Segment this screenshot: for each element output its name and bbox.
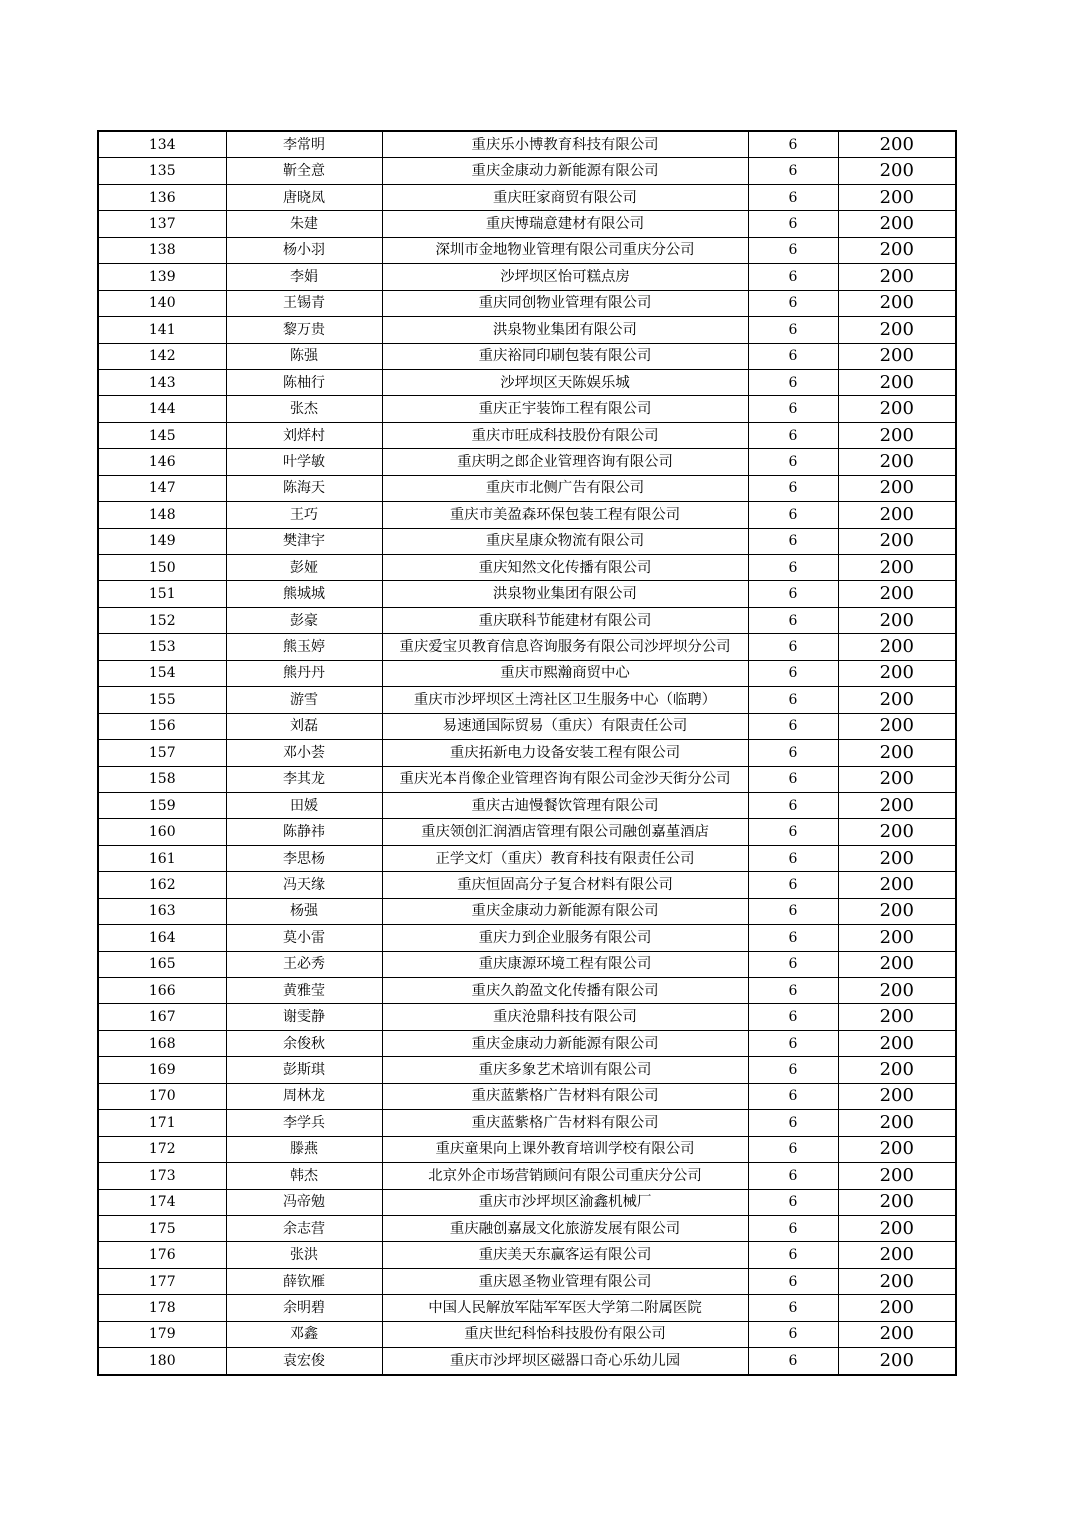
amount-cell: 200 [838, 237, 956, 263]
months-cell: 6 [748, 898, 838, 924]
company-cell: 重庆童果向上课外教育培训学校有限公司 [382, 1136, 748, 1162]
table-row [98, 766, 956, 792]
months-cell: 6 [748, 1215, 838, 1241]
table-row [98, 369, 956, 395]
table-row [98, 1189, 956, 1215]
months-cell: 6 [748, 634, 838, 660]
months-cell: 6 [748, 1083, 838, 1109]
amount-cell: 200 [838, 264, 956, 290]
amount-cell: 200 [838, 898, 956, 924]
company-cell: 重庆爱宝贝教育信息咨询服务有限公司沙坪坝分公司 [382, 634, 748, 660]
table-row [98, 264, 956, 290]
company-cell: 重庆裕同印刷包装有限公司 [382, 343, 748, 369]
amount-cell: 200 [838, 1004, 956, 1030]
person-name-cell: 陈强 [226, 343, 382, 369]
table-row [98, 1083, 956, 1109]
row-number-cell: 143 [98, 369, 226, 395]
months-cell: 6 [748, 1295, 838, 1321]
amount-cell: 200 [838, 634, 956, 660]
amount-cell: 200 [838, 555, 956, 581]
company-cell: 洪泉物业集团有限公司 [382, 317, 748, 343]
table-row [98, 792, 956, 818]
company-cell: 重庆市沙坪坝区渝鑫机械厂 [382, 1189, 748, 1215]
person-name-cell: 黄雅莹 [226, 978, 382, 1004]
company-cell: 重庆同创物业管理有限公司 [382, 290, 748, 316]
months-cell: 6 [748, 1110, 838, 1136]
row-number-cell: 154 [98, 660, 226, 686]
company-cell: 重庆市沙坪坝区土湾社区卫生服务中心（临聘） [382, 687, 748, 713]
months-cell: 6 [748, 264, 838, 290]
amount-cell: 200 [838, 1295, 956, 1321]
table-row [98, 1136, 956, 1162]
table-row [98, 1348, 956, 1375]
row-number-cell: 170 [98, 1083, 226, 1109]
amount-cell: 200 [838, 1057, 956, 1083]
table-row [98, 634, 956, 660]
table-row [98, 211, 956, 237]
table-row [98, 1110, 956, 1136]
amount-cell: 200 [838, 369, 956, 395]
months-cell: 6 [748, 740, 838, 766]
months-cell: 6 [748, 872, 838, 898]
row-number-cell: 136 [98, 184, 226, 210]
person-name-cell: 周林龙 [226, 1083, 382, 1109]
person-name-cell: 黎万贵 [226, 317, 382, 343]
row-number-cell: 158 [98, 766, 226, 792]
months-cell: 6 [748, 555, 838, 581]
amount-cell: 200 [838, 687, 956, 713]
row-number-cell: 171 [98, 1110, 226, 1136]
table-row [98, 951, 956, 977]
table-row [98, 1057, 956, 1083]
person-name-cell: 冯天缘 [226, 872, 382, 898]
row-number-cell: 145 [98, 422, 226, 448]
months-cell: 6 [748, 184, 838, 210]
table-row [98, 422, 956, 448]
months-cell: 6 [748, 158, 838, 184]
months-cell: 6 [748, 131, 838, 158]
table-row [98, 1004, 956, 1030]
amount-cell: 200 [838, 528, 956, 554]
company-cell: 重庆金康动力新能源有限公司 [382, 158, 748, 184]
months-cell: 6 [748, 1004, 838, 1030]
row-number-cell: 161 [98, 845, 226, 871]
person-name-cell: 李其龙 [226, 766, 382, 792]
amount-cell: 200 [838, 872, 956, 898]
company-cell: 重庆康源环境工程有限公司 [382, 951, 748, 977]
months-cell: 6 [748, 1057, 838, 1083]
row-number-cell: 152 [98, 607, 226, 633]
amount-cell: 200 [838, 607, 956, 633]
months-cell: 6 [748, 845, 838, 871]
row-number-cell: 141 [98, 317, 226, 343]
person-name-cell: 张洪 [226, 1242, 382, 1268]
amount-cell: 200 [838, 951, 956, 977]
person-name-cell: 游雪 [226, 687, 382, 713]
person-name-cell: 叶学敏 [226, 449, 382, 475]
amount-cell: 200 [838, 792, 956, 818]
person-name-cell: 樊津宇 [226, 528, 382, 554]
row-number-cell: 179 [98, 1321, 226, 1347]
company-cell: 重庆恩圣物业管理有限公司 [382, 1268, 748, 1294]
months-cell: 6 [748, 475, 838, 501]
company-cell: 重庆恒固高分子复合材料有限公司 [382, 872, 748, 898]
table-row [98, 158, 956, 184]
row-number-cell: 166 [98, 978, 226, 1004]
row-number-cell: 165 [98, 951, 226, 977]
months-cell: 6 [748, 1189, 838, 1215]
amount-cell: 200 [838, 1136, 956, 1162]
company-cell: 重庆星康众物流有限公司 [382, 528, 748, 554]
row-number-cell: 178 [98, 1295, 226, 1321]
amount-cell: 200 [838, 713, 956, 739]
person-name-cell: 余俊秋 [226, 1030, 382, 1056]
amount-cell: 200 [838, 1030, 956, 1056]
months-cell: 6 [748, 1268, 838, 1294]
row-number-cell: 169 [98, 1057, 226, 1083]
person-name-cell: 李学兵 [226, 1110, 382, 1136]
person-name-cell: 滕燕 [226, 1136, 382, 1162]
person-name-cell: 薛钦雁 [226, 1268, 382, 1294]
amount-cell: 200 [838, 1242, 956, 1268]
amount-cell: 200 [838, 343, 956, 369]
months-cell: 6 [748, 502, 838, 528]
table-row [98, 581, 956, 607]
person-name-cell: 刘磊 [226, 713, 382, 739]
months-cell: 6 [748, 1136, 838, 1162]
months-cell: 6 [748, 660, 838, 686]
table-row [98, 1215, 956, 1241]
person-name-cell: 朱建 [226, 211, 382, 237]
row-number-cell: 139 [98, 264, 226, 290]
table-row [98, 290, 956, 316]
company-cell: 重庆拓新电力设备安装工程有限公司 [382, 740, 748, 766]
row-number-cell: 174 [98, 1189, 226, 1215]
row-number-cell: 138 [98, 237, 226, 263]
person-name-cell: 余志营 [226, 1215, 382, 1241]
table-row [98, 343, 956, 369]
amount-cell: 200 [838, 184, 956, 210]
company-cell: 重庆沧鼎科技有限公司 [382, 1004, 748, 1030]
row-number-cell: 135 [98, 158, 226, 184]
table-row [98, 237, 956, 263]
row-number-cell: 147 [98, 475, 226, 501]
subsidy-table [97, 130, 957, 1376]
row-number-cell: 180 [98, 1348, 226, 1375]
months-cell: 6 [748, 766, 838, 792]
row-number-cell: 176 [98, 1242, 226, 1268]
table-row [98, 1268, 956, 1294]
company-cell: 北京外企市场营销顾问有限公司重庆分公司 [382, 1163, 748, 1189]
table-row [98, 1163, 956, 1189]
person-name-cell: 冯帝勉 [226, 1189, 382, 1215]
row-number-cell: 173 [98, 1163, 226, 1189]
person-name-cell: 张杰 [226, 396, 382, 422]
months-cell: 6 [748, 290, 838, 316]
company-cell: 重庆博瑞意建材有限公司 [382, 211, 748, 237]
table-row [98, 740, 956, 766]
table-row [98, 687, 956, 713]
amount-cell: 200 [838, 1215, 956, 1241]
amount-cell: 200 [838, 978, 956, 1004]
table-row [98, 131, 956, 158]
amount-cell: 200 [838, 158, 956, 184]
row-number-cell: 153 [98, 634, 226, 660]
company-cell: 重庆市旺成科技股份有限公司 [382, 422, 748, 448]
row-number-cell: 140 [98, 290, 226, 316]
months-cell: 6 [748, 607, 838, 633]
company-cell: 重庆力到企业服务有限公司 [382, 925, 748, 951]
company-cell: 重庆蓝紫格广告材料有限公司 [382, 1083, 748, 1109]
months-cell: 6 [748, 1163, 838, 1189]
amount-cell: 200 [838, 422, 956, 448]
person-name-cell: 熊城城 [226, 581, 382, 607]
company-cell: 沙坪坝区怡可糕点房 [382, 264, 748, 290]
company-cell: 重庆明之郎企业管理咨询有限公司 [382, 449, 748, 475]
company-cell: 重庆乐小博教育科技有限公司 [382, 131, 748, 158]
person-name-cell: 余明碧 [226, 1295, 382, 1321]
person-name-cell: 唐晓凤 [226, 184, 382, 210]
table-body [98, 131, 956, 1375]
table-row [98, 660, 956, 686]
table-row [98, 1030, 956, 1056]
company-cell: 重庆融创嘉晟文化旅游发展有限公司 [382, 1215, 748, 1241]
months-cell: 6 [748, 237, 838, 263]
table-row [98, 1295, 956, 1321]
company-cell: 正学文灯（重庆）教育科技有限责任公司 [382, 845, 748, 871]
table-row [98, 475, 956, 501]
table-row [98, 1242, 956, 1268]
person-name-cell: 彭斯琪 [226, 1057, 382, 1083]
person-name-cell: 王巧 [226, 502, 382, 528]
months-cell: 6 [748, 951, 838, 977]
amount-cell: 200 [838, 819, 956, 845]
row-number-cell: 157 [98, 740, 226, 766]
company-cell: 重庆久韵盈文化传播有限公司 [382, 978, 748, 1004]
person-name-cell: 陈静祎 [226, 819, 382, 845]
company-cell: 重庆正宇装饰工程有限公司 [382, 396, 748, 422]
company-cell: 中国人民解放军陆军军医大学第二附属医院 [382, 1295, 748, 1321]
table-row [98, 1321, 956, 1347]
amount-cell: 200 [838, 1268, 956, 1294]
row-number-cell: 167 [98, 1004, 226, 1030]
row-number-cell: 164 [98, 925, 226, 951]
table-row [98, 819, 956, 845]
months-cell: 6 [748, 1348, 838, 1375]
months-cell: 6 [748, 396, 838, 422]
row-number-cell: 146 [98, 449, 226, 475]
person-name-cell: 莫小雷 [226, 925, 382, 951]
person-name-cell: 王锡青 [226, 290, 382, 316]
months-cell: 6 [748, 1030, 838, 1056]
table-row [98, 872, 956, 898]
amount-cell: 200 [838, 1110, 956, 1136]
amount-cell: 200 [838, 475, 956, 501]
company-cell: 重庆市美盈森环保包装工程有限公司 [382, 502, 748, 528]
months-cell: 6 [748, 422, 838, 448]
table-row [98, 184, 956, 210]
months-cell: 6 [748, 211, 838, 237]
table-row [98, 845, 956, 871]
amount-cell: 200 [838, 581, 956, 607]
amount-cell: 200 [838, 449, 956, 475]
company-cell: 重庆多象艺术培训有限公司 [382, 1057, 748, 1083]
table-row [98, 502, 956, 528]
row-number-cell: 168 [98, 1030, 226, 1056]
row-number-cell: 142 [98, 343, 226, 369]
row-number-cell: 162 [98, 872, 226, 898]
row-number-cell: 155 [98, 687, 226, 713]
company-cell: 易速通国际贸易（重庆）有限责任公司 [382, 713, 748, 739]
table-row [98, 713, 956, 739]
table-row [98, 396, 956, 422]
row-number-cell: 172 [98, 1136, 226, 1162]
row-number-cell: 156 [98, 713, 226, 739]
amount-cell: 200 [838, 396, 956, 422]
amount-cell: 200 [838, 131, 956, 158]
person-name-cell: 谢雯静 [226, 1004, 382, 1030]
amount-cell: 200 [838, 766, 956, 792]
amount-cell: 200 [838, 740, 956, 766]
person-name-cell: 田媛 [226, 792, 382, 818]
row-number-cell: 134 [98, 131, 226, 158]
person-name-cell: 熊丹丹 [226, 660, 382, 686]
row-number-cell: 137 [98, 211, 226, 237]
company-cell: 重庆金康动力新能源有限公司 [382, 1030, 748, 1056]
company-cell: 重庆美天东赢客运有限公司 [382, 1242, 748, 1268]
amount-cell: 200 [838, 1083, 956, 1109]
months-cell: 6 [748, 978, 838, 1004]
table-row [98, 555, 956, 581]
person-name-cell: 韩杰 [226, 1163, 382, 1189]
table-row [98, 528, 956, 554]
person-name-cell: 邓小荟 [226, 740, 382, 766]
amount-cell: 200 [838, 502, 956, 528]
company-cell: 重庆知然文化传播有限公司 [382, 555, 748, 581]
company-cell: 重庆光本肖像企业管理咨询有限公司金沙天街分公司 [382, 766, 748, 792]
months-cell: 6 [748, 687, 838, 713]
person-name-cell: 邓鑫 [226, 1321, 382, 1347]
person-name-cell: 李常明 [226, 131, 382, 158]
company-cell: 重庆古迪慢餐饮管理有限公司 [382, 792, 748, 818]
months-cell: 6 [748, 343, 838, 369]
months-cell: 6 [748, 713, 838, 739]
row-number-cell: 149 [98, 528, 226, 554]
row-number-cell: 160 [98, 819, 226, 845]
company-cell: 重庆蓝紫格广告材料有限公司 [382, 1110, 748, 1136]
table-row [98, 449, 956, 475]
company-cell: 重庆世纪科怡科技股份有限公司 [382, 1321, 748, 1347]
table-row [98, 898, 956, 924]
company-cell: 洪泉物业集团有限公司 [382, 581, 748, 607]
row-number-cell: 148 [98, 502, 226, 528]
months-cell: 6 [748, 792, 838, 818]
company-cell: 深圳市金地物业管理有限公司重庆分公司 [382, 237, 748, 263]
person-name-cell: 袁宏俊 [226, 1348, 382, 1375]
amount-cell: 200 [838, 925, 956, 951]
row-number-cell: 177 [98, 1268, 226, 1294]
table-row [98, 978, 956, 1004]
person-name-cell: 陈柚行 [226, 369, 382, 395]
person-name-cell: 李娟 [226, 264, 382, 290]
months-cell: 6 [748, 925, 838, 951]
person-name-cell: 熊玉婷 [226, 634, 382, 660]
person-name-cell: 陈海天 [226, 475, 382, 501]
company-cell: 重庆市北侧广告有限公司 [382, 475, 748, 501]
months-cell: 6 [748, 369, 838, 395]
company-cell: 重庆市沙坪坝区磁器口奇心乐幼儿园 [382, 1348, 748, 1375]
table-row [98, 607, 956, 633]
amount-cell: 200 [838, 1163, 956, 1189]
person-name-cell: 杨强 [226, 898, 382, 924]
row-number-cell: 144 [98, 396, 226, 422]
amount-cell: 200 [838, 211, 956, 237]
amount-cell: 200 [838, 290, 956, 316]
person-name-cell: 彭豪 [226, 607, 382, 633]
amount-cell: 200 [838, 317, 956, 343]
amount-cell: 200 [838, 845, 956, 871]
row-number-cell: 151 [98, 581, 226, 607]
row-number-cell: 175 [98, 1215, 226, 1241]
row-number-cell: 163 [98, 898, 226, 924]
months-cell: 6 [748, 528, 838, 554]
months-cell: 6 [748, 449, 838, 475]
company-cell: 重庆联科节能建材有限公司 [382, 607, 748, 633]
company-cell: 沙坪坝区天陈娱乐城 [382, 369, 748, 395]
person-name-cell: 王必秀 [226, 951, 382, 977]
amount-cell: 200 [838, 1348, 956, 1375]
company-cell: 重庆领创汇润酒店管理有限公司融创嘉堇酒店 [382, 819, 748, 845]
months-cell: 6 [748, 317, 838, 343]
company-cell: 重庆市熙瀚商贸中心 [382, 660, 748, 686]
months-cell: 6 [748, 819, 838, 845]
row-number-cell: 150 [98, 555, 226, 581]
row-number-cell: 159 [98, 792, 226, 818]
table-row [98, 925, 956, 951]
person-name-cell: 靳全意 [226, 158, 382, 184]
person-name-cell: 杨小羽 [226, 237, 382, 263]
months-cell: 6 [748, 1321, 838, 1347]
months-cell: 6 [748, 1242, 838, 1268]
table-row [98, 317, 956, 343]
company-cell: 重庆金康动力新能源有限公司 [382, 898, 748, 924]
amount-cell: 200 [838, 660, 956, 686]
company-cell: 重庆旺家商贸有限公司 [382, 184, 748, 210]
person-name-cell: 刘烊村 [226, 422, 382, 448]
months-cell: 6 [748, 581, 838, 607]
amount-cell: 200 [838, 1321, 956, 1347]
amount-cell: 200 [838, 1189, 956, 1215]
person-name-cell: 李思杨 [226, 845, 382, 871]
person-name-cell: 彭娅 [226, 555, 382, 581]
